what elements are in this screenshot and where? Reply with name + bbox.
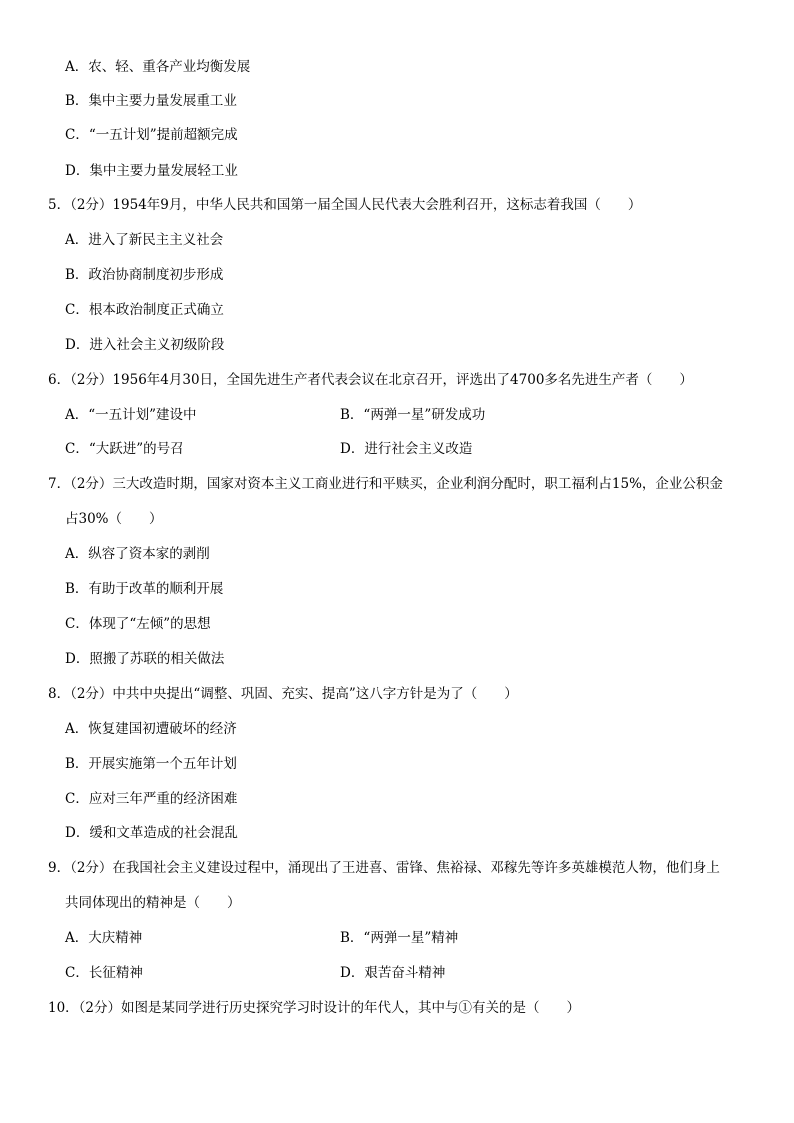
q4-option-a: A．农、轻、重各产业均衡发展 — [65, 59, 251, 75]
q5-option-c: C．根本政治制度正式确立 — [65, 302, 224, 318]
q6-option-b: B．“两弹一星”研发成功 — [340, 407, 486, 423]
q7-option-a: A．纵容了资本家的剥削 — [65, 546, 210, 562]
q6-option-c: C．“大跃进”的号召 — [65, 441, 184, 457]
q7-option-b: B．有助于改革的顺利开展 — [65, 581, 224, 597]
q5-option-b: B．政治协商制度初步形成 — [65, 267, 224, 283]
q9-stem-line1: 9．（2分）在我国社会主义建设过程中，涌现出了王进喜、雷锋、焦裕禄、邓稼先等许多英雄模范人物，他们身上 — [48, 860, 720, 876]
q8-option-a: A．恢复建国初遭破坏的经济 — [65, 721, 237, 737]
q5-option-d: D．进入社会主义初级阶段 — [65, 337, 225, 353]
q9-stem-line2: 共同体现出的精神是（ ） — [65, 895, 241, 911]
q8-option-d: D．缓和文革造成的社会混乱 — [65, 825, 238, 841]
q8-option-b: B．开展实施第一个五年计划 — [65, 756, 237, 772]
q9-option-a: A．大庆精神 — [65, 930, 143, 946]
q7-stem-line2: 占30%（ ） — [65, 511, 163, 527]
q9-option-c: C．长征精神 — [65, 965, 143, 981]
q10-stem: 10．（2分）如图是某同学进行历史探究学习时设计的年代人，其中与①有关的是（ ） — [48, 1000, 581, 1016]
q5-stem: 5．（2分）1954年9月，中华人民共和国第一届全国人民代表大会胜利召开，这标志着我国（ ） — [48, 197, 642, 213]
q6-option-d: D．进行社会主义改造 — [340, 441, 473, 457]
q6-stem: 6．（2分）1956年4月30日，全国先进生产者代表会议在北京召开，评选出了4700多名先进生产者（ ） — [48, 372, 693, 388]
q8-option-c: C．应对三年严重的经济困难 — [65, 791, 238, 807]
q4-option-c: C．“一五计划”提前超额完成 — [65, 127, 238, 143]
q9-option-b: B．“两弹一星”精神 — [340, 930, 459, 946]
q6-option-a: A．“一五计划”建设中 — [65, 407, 197, 423]
q7-option-c: C．体现了“左倾”的思想 — [65, 616, 211, 632]
q9-option-d: D．艰苦奋斗精神 — [340, 965, 446, 981]
q5-option-a: A．进入了新民主主义社会 — [65, 232, 224, 248]
q8-stem: 8．（2分）中共中央提出“调整、巩固、充实、提高”这八字方针是为了（ ） — [48, 686, 518, 702]
q4-option-b: B．集中主要力量发展重工业 — [65, 93, 237, 109]
q7-option-d: D．照搬了苏联的相关做法 — [65, 651, 225, 667]
q4-option-d: D．集中主要力量发展轻工业 — [65, 163, 238, 179]
q7-stem-line1: 7．（2分）三大改造时期，国家对资本主义工商业进行和平赎买，企业利润分配时，职工福利占15%，企业公积金 — [48, 476, 723, 492]
